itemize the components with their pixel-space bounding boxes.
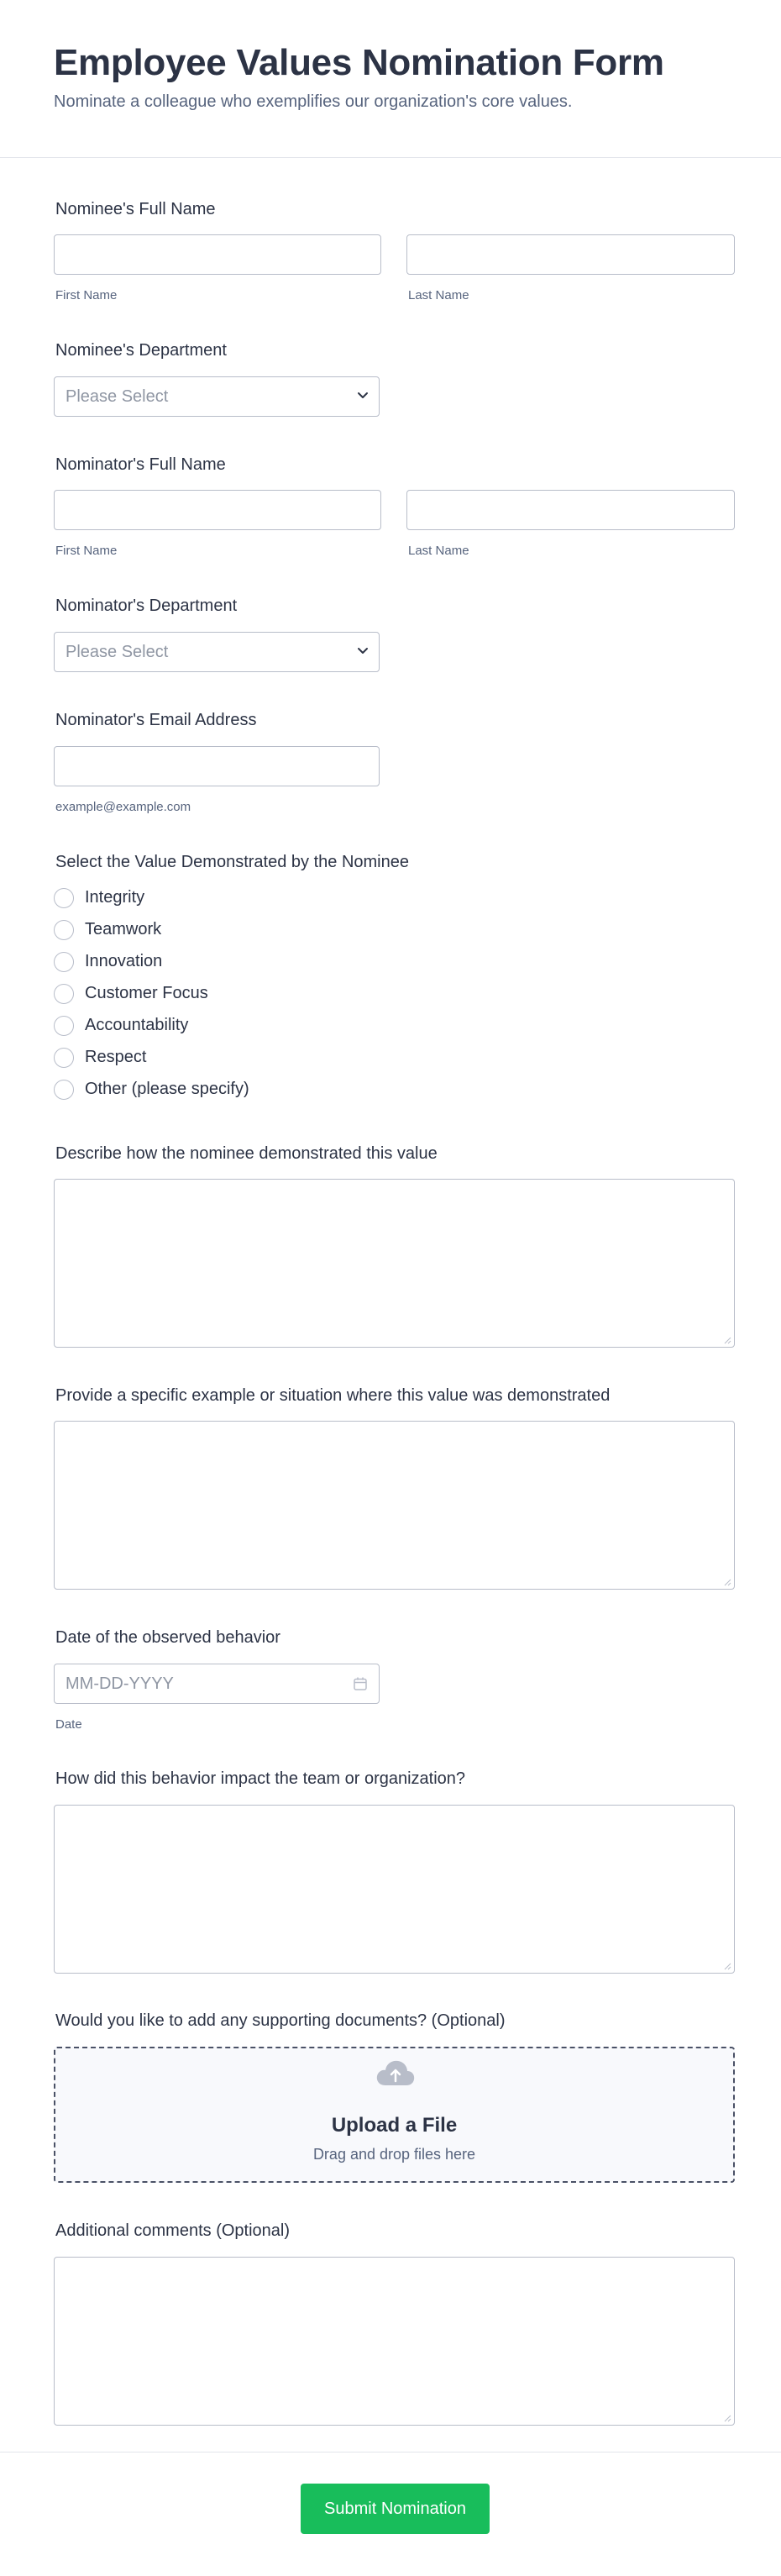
describe-label: Describe how the nominee demonstrated this value: [55, 1144, 438, 1163]
nominee-first-name-sublabel: First Name: [55, 288, 118, 302]
radio-button[interactable]: [54, 952, 74, 972]
upload-hint: Drag and drop files here: [312, 2146, 476, 2163]
nominee-department-placeholder: Please Select: [66, 387, 169, 406]
chevron-down-icon: [355, 387, 370, 402]
file-upload-dropzone[interactable]: [54, 2047, 735, 2183]
radio-option-label[interactable]: Accountability: [85, 1016, 189, 1034]
radio-option-label[interactable]: Respect: [85, 1048, 147, 1066]
nominator-first-name-sublabel: First Name: [55, 544, 118, 558]
nominator-last-name-sublabel: Last Name: [408, 544, 469, 558]
impact-textarea[interactable]: [54, 1805, 735, 1974]
comments-textarea[interactable]: [54, 2257, 735, 2426]
radio-button[interactable]: [54, 1048, 74, 1068]
upload-title: Upload a File: [331, 2114, 458, 2137]
nominee-last-name-input[interactable]: [406, 234, 735, 275]
chevron-down-icon: [355, 643, 370, 658]
nominee-name-label: Nominee's Full Name: [55, 200, 216, 218]
email-example-sublabel: example@example.com: [55, 800, 191, 814]
radio-button[interactable]: [54, 888, 74, 908]
value-choice-label: Select the Value Demonstrated by the Nominee: [55, 853, 409, 871]
example-textarea[interactable]: [54, 1421, 735, 1590]
nominator-department-placeholder: Please Select: [66, 643, 169, 661]
comments-label: Additional comments (Optional): [55, 2221, 291, 2240]
radio-button[interactable]: [54, 920, 74, 940]
radio-option-label[interactable]: Customer Focus: [85, 984, 208, 1002]
impact-label: How did this behavior impact the team or organization?: [55, 1769, 466, 1788]
resize-handle-icon[interactable]: [723, 1578, 731, 1586]
nominee-department-select[interactable]: [54, 376, 380, 417]
nominee-last-name-sublabel: Last Name: [408, 288, 469, 302]
nominator-first-name-input[interactable]: [54, 490, 381, 530]
date-sublabel: Date: [55, 1717, 82, 1732]
radio-button[interactable]: [54, 984, 74, 1004]
radio-option-label[interactable]: Other (please specify): [85, 1080, 249, 1098]
radio-button[interactable]: [54, 1016, 74, 1036]
calendar-icon[interactable]: [353, 1676, 368, 1691]
submit-nomination-button[interactable]: Submit Nomination: [301, 2484, 490, 2534]
radio-button[interactable]: [54, 1080, 74, 1100]
form-header: [0, 0, 781, 158]
date-input[interactable]: [54, 1664, 380, 1704]
example-label: Provide a specific example or situation where this value was demonstrated: [55, 1386, 611, 1405]
describe-textarea[interactable]: [54, 1179, 735, 1348]
nominator-last-name-input[interactable]: [406, 490, 735, 530]
cloud-upload-icon: [375, 2057, 417, 2090]
date-placeholder: MM-DD-YYYY: [66, 1674, 174, 1693]
nominee-first-name-input[interactable]: [54, 234, 381, 275]
nominee-department-label: Nominee's Department: [55, 341, 227, 360]
page-title: Employee Values Nomination Form: [54, 42, 664, 83]
page-subtitle: Nominate a colleague who exemplifies our organization's core values.: [54, 92, 573, 111]
radio-option-label[interactable]: Teamwork: [85, 920, 162, 938]
nominator-name-label: Nominator's Full Name: [55, 455, 226, 474]
documents-label: Would you like to add any supporting documents? (Optional): [55, 2011, 506, 2030]
nominator-department-select[interactable]: [54, 632, 380, 672]
date-label: Date of the observed behavior: [55, 1628, 280, 1647]
radio-option-label[interactable]: Integrity: [85, 888, 145, 907]
radio-option-label[interactable]: Innovation: [85, 952, 163, 970]
resize-handle-icon[interactable]: [723, 2414, 731, 2422]
resize-handle-icon[interactable]: [723, 1336, 731, 1344]
resize-handle-icon[interactable]: [723, 1962, 731, 1970]
nominator-department-label: Nominator's Department: [55, 597, 238, 615]
nominator-email-input[interactable]: [54, 746, 380, 786]
nominator-email-label: Nominator's Email Address: [55, 711, 257, 729]
